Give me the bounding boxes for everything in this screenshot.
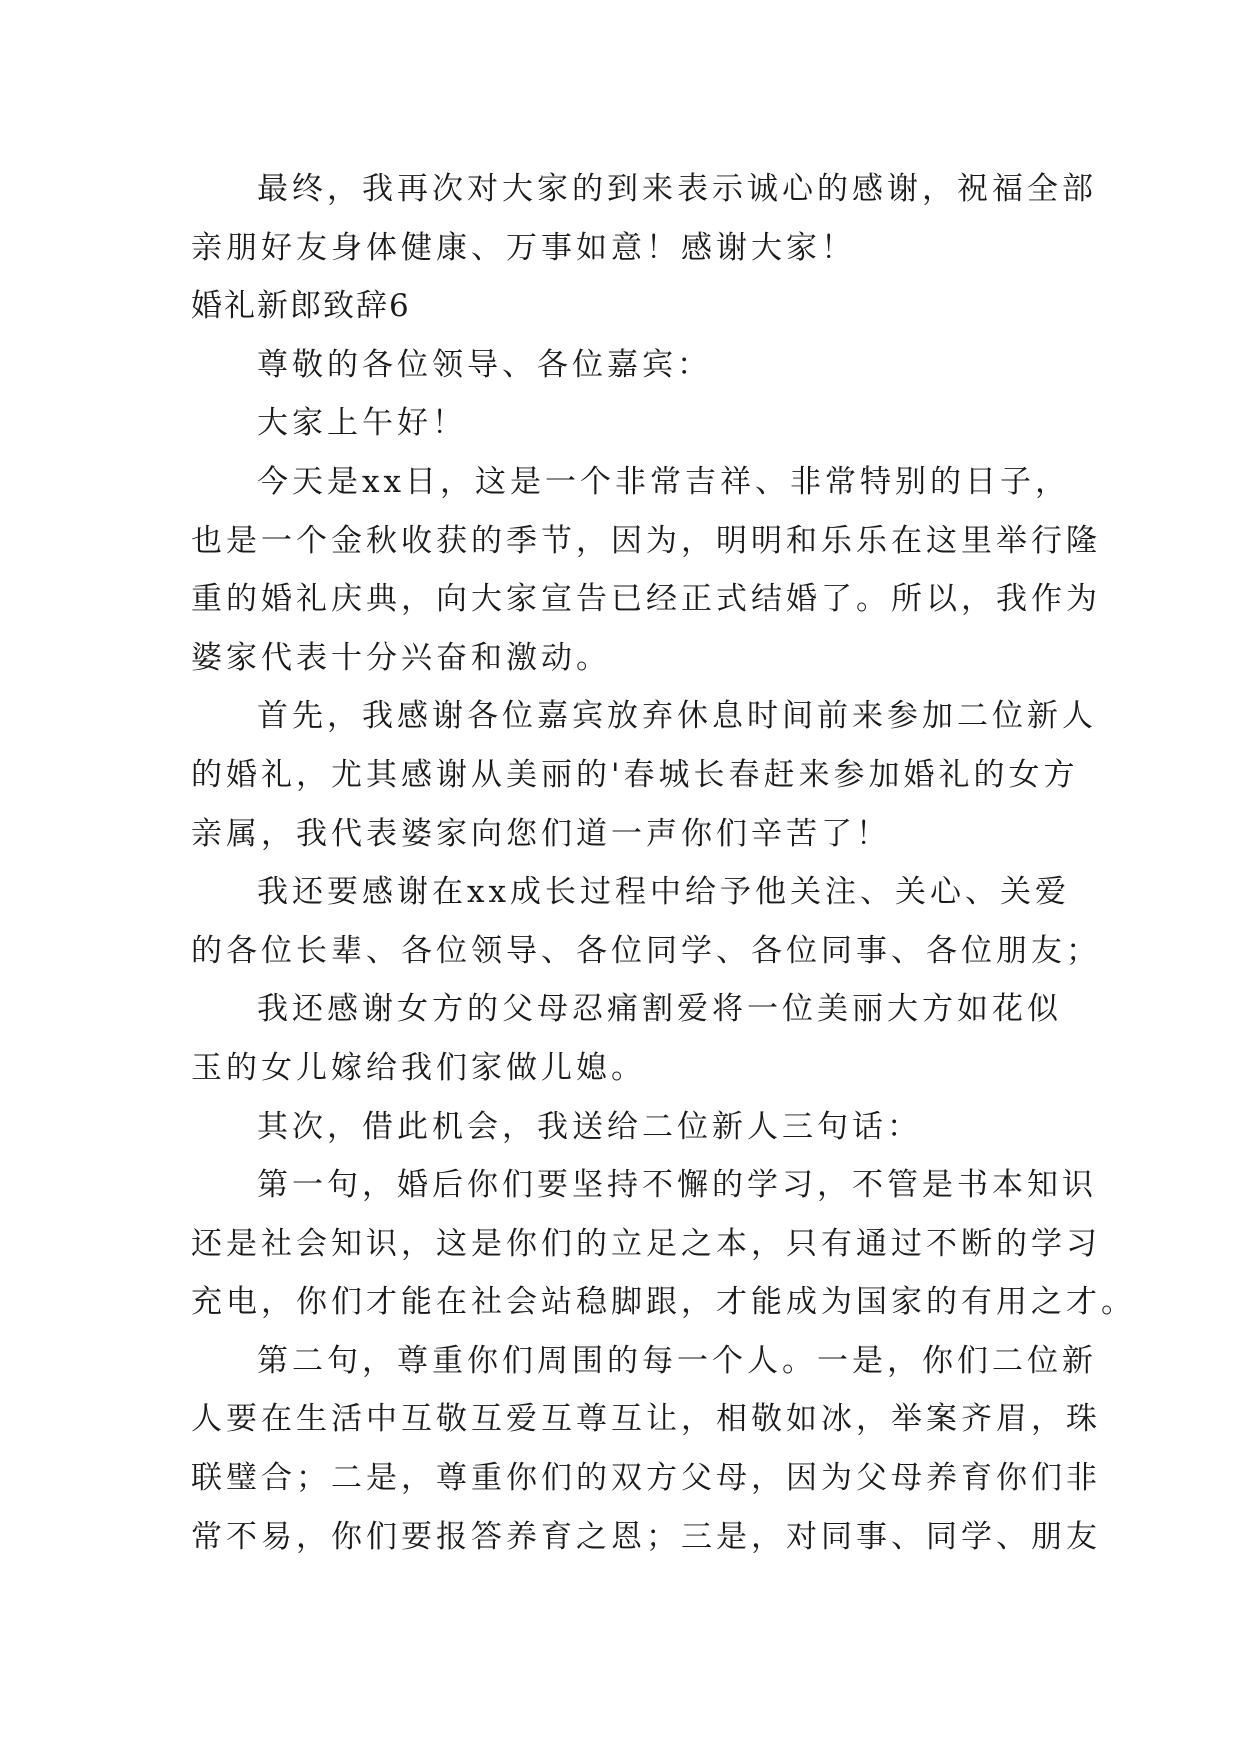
- text-line-5: 大家上午好！: [257, 405, 467, 442]
- text-line-12: 亲属，我代表婆家向您们道一声你们辛苦了！: [191, 815, 891, 852]
- text-line-24: 常不易，你们要报答养育之恩；三是，对同事、同学、朋友: [191, 1518, 1101, 1555]
- text-line-18: 第一句，婚后你们要坚持不懈的学习，不管是书本知识: [257, 1167, 1097, 1204]
- text-line-1: 最终，我再次对大家的到来表示诚心的感谢，祝福全部: [257, 171, 1097, 207]
- text-line-7: 也是一个金秋收获的季节，因为，明明和乐乐在这里举行隆: [191, 522, 1101, 559]
- section-heading: 婚礼新郎致辞6: [191, 288, 411, 325]
- text-line-20: 充电，你们才能在社会站稳脚跟，才能成为国家的有用之才。: [191, 1284, 1136, 1321]
- text-line-22: 人要在生活中互敬互爱互尊互让，相敬如冰，举案齐眉，珠: [191, 1401, 1101, 1438]
- text-line-6: 今天是xx日，这是一个非常吉祥、非常特别的日子，: [257, 463, 1070, 500]
- text-line-21: 第二句，尊重你们周围的每一个人。一是，你们二位新: [257, 1342, 1097, 1379]
- text-line-19: 还是社会知识，这是你们的立足之本，只有通过不断的学习: [191, 1225, 1101, 1262]
- text-line-13: 我还要感谢在xx成长过程中给予他关注、关心、关爱: [257, 874, 1070, 911]
- text-line-16: 玉的女儿嫁给我们家做儿媳。: [191, 1049, 646, 1086]
- document-body: [191, 160, 1136, 1566]
- text-line-9: 婆家代表十分兴奋和激动。: [191, 639, 611, 676]
- text-line-23: 联璧合；二是，尊重你们的双方父母，因为父母养育你们非: [191, 1460, 1101, 1497]
- text-line-8: 重的婚礼庆典，向大家宣告已经正式结婚了。所以，我作为: [191, 581, 1101, 618]
- text-line-4: 尊敬的各位领导、各位嘉宾：: [257, 346, 712, 383]
- text-line-10: 首先，我感谢各位嘉宾放弃休息时间前来参加二位新人: [257, 698, 1097, 735]
- text-line-15: 我还感谢女方的父母忍痛割爱将一位美丽大方如花似: [257, 991, 1062, 1028]
- text-line-11: 的婚礼，尤其感谢从美丽的'春城长春赶来参加婚礼的女方: [191, 756, 1079, 793]
- text-line-14: 的各位长辈、各位领导、各位同学、各位同事、各位朋友；: [191, 932, 1101, 969]
- text-line-17: 其次，借此机会，我送给二位新人三句话：: [257, 1108, 922, 1145]
- text-line-2: 亲朋好友身体健康、万事如意！感谢大家！: [191, 229, 856, 266]
